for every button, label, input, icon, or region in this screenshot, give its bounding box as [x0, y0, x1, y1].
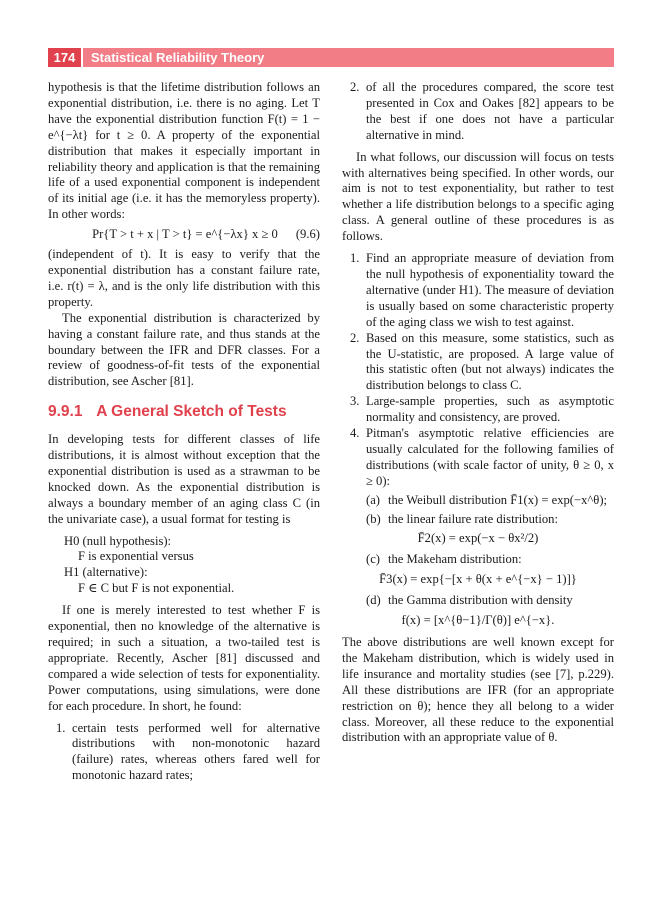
page-number: 174 — [48, 48, 81, 67]
equation-9-6 — [48, 227, 320, 243]
list-item — [342, 80, 614, 144]
sub-list-item — [342, 593, 614, 609]
null-hypothesis: H0 (null hypothesis): — [64, 533, 172, 548]
paragraph: In developing tests for different classes of life distributions, it is almost without exception that the exponential distribution is used as a strawman to be knocked down. As the exponential distribution is always a boundary member of an aging class C (in the univariate case), a usual format for testing is — [48, 432, 320, 526]
paragraph: (independent of t). It is easy to verify that the exponential distribution has a constant failure rate, i.e. r(t) = λ, and is the only life distribution with this property. — [48, 247, 320, 309]
list-number: 4. — [350, 426, 360, 441]
list-text: Based on this measure, some statistics, such as the U-statistic, are proposed. A large value of this statistic often (but not always) indicates the distribution belongs to class C. — [366, 330, 614, 393]
procedure-steps — [342, 251, 614, 490]
list-text: Pitman's asymptotic relative efficiencies are usually calculated for the following families of distributions (with scale factor of unity, θ ≥ 0, x ≥ 0): — [366, 426, 614, 488]
list-item — [342, 426, 614, 490]
equation: f(x) = [x^{θ−1}/Γ(θ)] e^{−x}. — [401, 613, 555, 628]
list-number: 1. — [350, 251, 360, 266]
paragraph: hypothesis is that the lifetime distribution follows an exponential distribution, i.e. there is no aging. Let T have the exponential distribution function F(t) = 1 − e^{−λt} for t ≥ 0. A property of the exponential distribution that makes it especially important in reliability theory and application is that the remaining life of a used exponential component is independent of its initial age (i.e. it has the memoryless property). In other words: — [48, 80, 320, 222]
findings-list-continued — [342, 80, 614, 144]
list-text: certain tests performed well for alternative distributions with non-monotonic hazard (failure) rates, whereas others fared well for monotonic hazard rates; — [72, 720, 320, 783]
hypotheses — [48, 534, 320, 598]
list-number: 1. — [56, 720, 66, 735]
sub-list-label: (b) — [366, 511, 381, 526]
findings-list — [48, 721, 320, 785]
paragraph: In what follows, our discussion will focus on tests with alternatives being specified. In other words, our aim is not to test exponentiality, but rather to test whether a life distribution belongs to a specific aging class. A general outline of these procedures is as follows. — [342, 149, 614, 244]
equation: F̄2(x) = exp(−x − θx²/2) — [417, 531, 539, 546]
list-item — [342, 394, 614, 426]
sub-list-text: the Makeham distribution: — [388, 552, 522, 567]
section-title: A General Sketch of Tests — [96, 403, 287, 421]
running-header — [48, 48, 614, 67]
equation: F̄3(x) = exp{−[x + θ(x + e^{−x} − 1)]} — [379, 572, 577, 587]
equation: Pr{T > t + x | T > t} = e^{−λx} x ≥ 0 — [92, 227, 278, 242]
paragraph: The exponential distribution is characterized by having a constant failure rate, and thus stands at the boundary between the IFR and DFR classes. For a review of goodness-of-fit tests of the exponential distribution, see Ascher [81]. — [48, 310, 320, 389]
left-column — [48, 80, 320, 784]
sub-list-text: the Gamma distribution with density — [388, 593, 573, 608]
list-text: of all the procedures compared, the score test presented in Cox and Oakes [82] appears to be the best if one does not have a particular alternative in mind. — [366, 80, 614, 142]
paragraph: If one is merely interested to test whether F is exponential, then no knowledge of the alternative is required; in such a situation, a two-tailed test is appropriate. Recently, Ascher [81] discussed and compared a wide selection of tests for exponentiality. Power computations, using simulations, were done for each procedure. In short, he found: — [48, 603, 320, 713]
sub-list-item — [342, 512, 614, 528]
sub-list-label: (d) — [366, 593, 381, 608]
alt-hypothesis: H1 (alternative): — [64, 565, 148, 580]
sub-list-label: (c) — [366, 552, 380, 567]
sub-list-text: the linear failure rate distribution: — [388, 511, 558, 526]
paragraph: The above distributions are well known except for the Makeham distribution, which is widely used in life insurance and mortality studies (see [7], p.229). All these distributions are IFR (for an appropriate restriction on θ); hence they all belong to a wider class. Moreover, all these reduce to the exponential distribution with an appropriate value of θ. — [342, 635, 614, 745]
sub-list-label: (a) — [366, 492, 380, 507]
equation-number: (9.6) — [295, 227, 320, 242]
null-hypothesis-text: F is exponential versus — [78, 549, 194, 564]
list-number: 2. — [350, 80, 360, 94]
alt-hypothesis-text: F ∈ C but F is not exponential. — [78, 581, 235, 596]
list-number: 2. — [350, 330, 360, 345]
list-item — [48, 721, 320, 785]
sub-list-item — [342, 552, 614, 568]
running-title: Statistical Reliability Theory — [83, 48, 614, 67]
sub-list-item — [342, 493, 614, 509]
section-heading — [48, 404, 320, 420]
right-column — [342, 80, 614, 746]
list-number: 3. — [350, 394, 360, 409]
list-text: Large-sample properties, such as asymptotic normality and consistency, are proved. — [366, 394, 614, 425]
sub-list-text: the Weibull distribution F̄1(x) = exp(−x^θ); — [388, 492, 608, 507]
section-number: 9.9.1 — [48, 403, 83, 421]
list-item — [342, 331, 614, 395]
list-item — [342, 251, 614, 331]
list-text: Find an appropriate measure of deviation from the null hypothesis of exponentiality toward the alternative (under H1). The measure of deviation is usually based on some characteristic property of the aging class we wish to test against. — [366, 251, 614, 329]
